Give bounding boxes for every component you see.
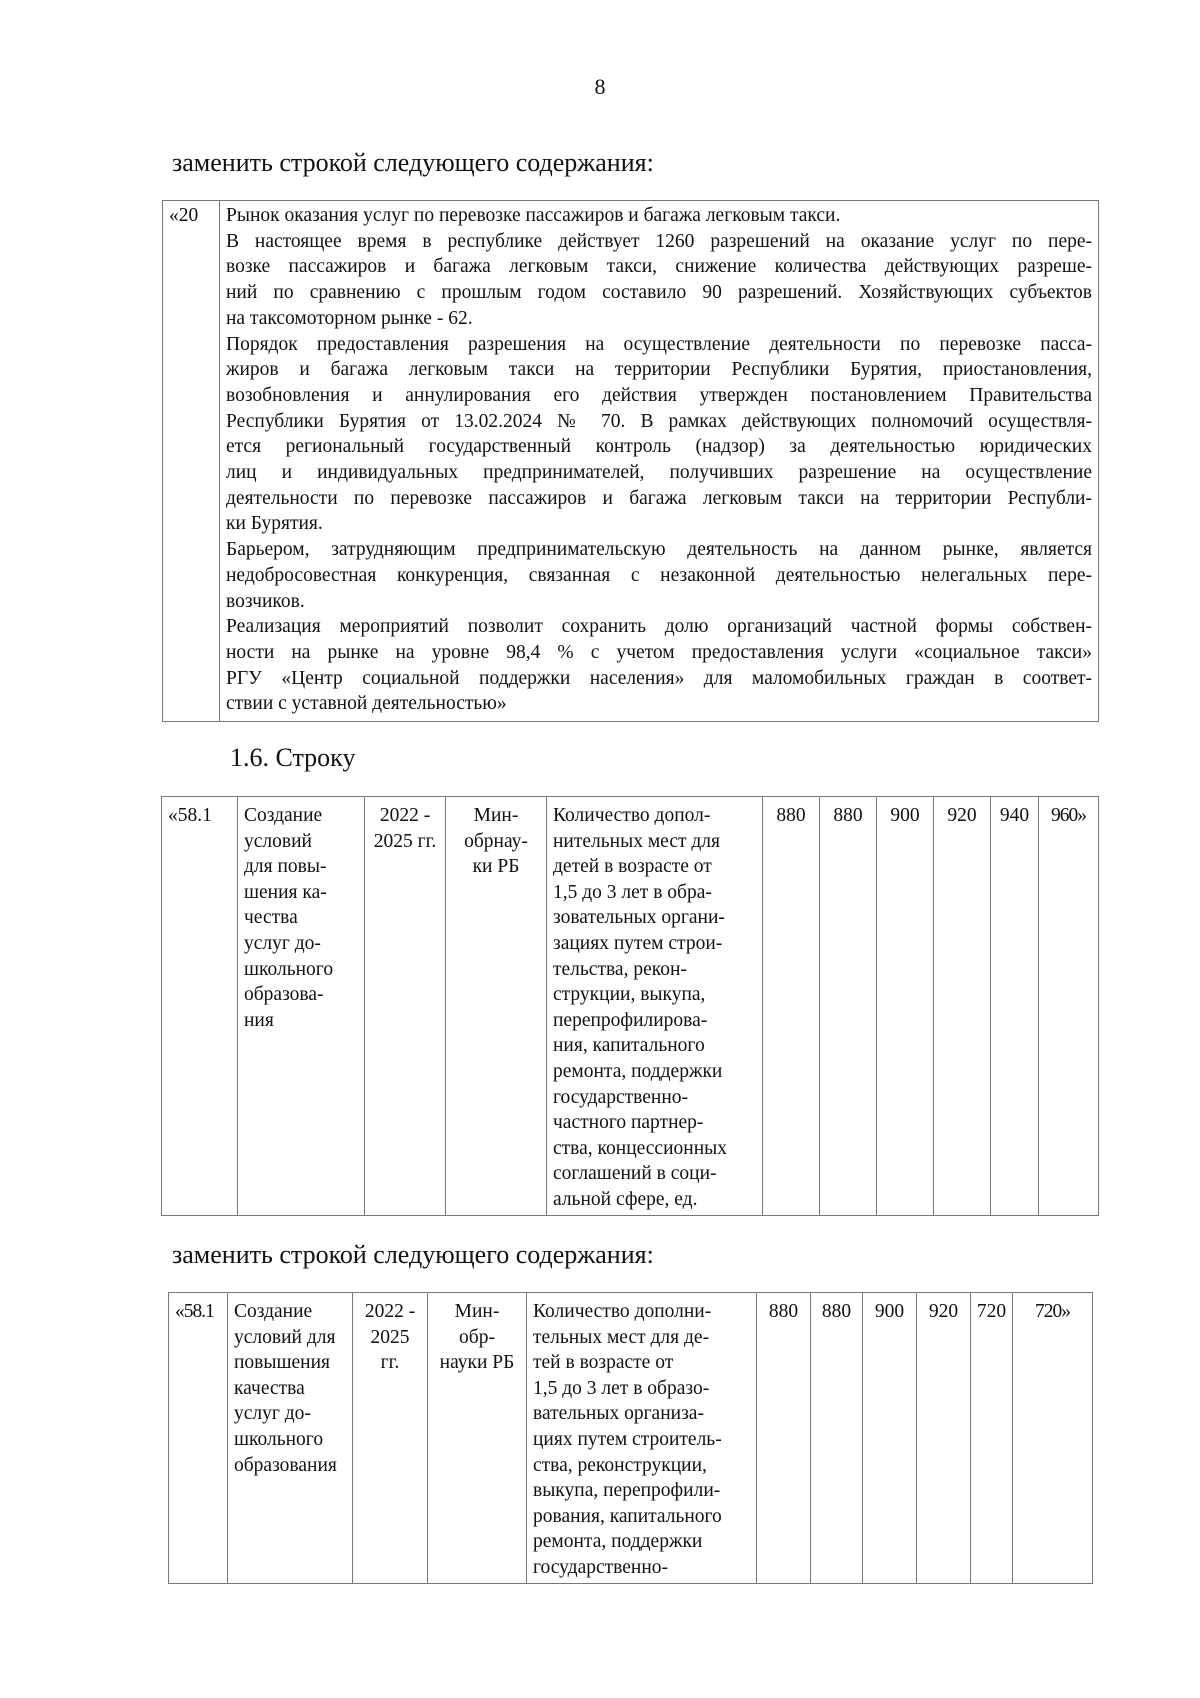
replace-heading-2: заменить строкой следующего содержания: (172, 1240, 654, 1269)
period-cell (365, 797, 446, 1216)
text-line: 1,5 до 3 лет в обра- (553, 881, 712, 903)
text-line: школьного (234, 1428, 324, 1450)
indicator-cell (527, 1293, 757, 1584)
text-line: тельных мест для де- (533, 1326, 710, 1348)
page-number: 8 (594, 74, 606, 99)
text-line: альной сфере, ед. (553, 1188, 698, 1210)
replacement-row-table-20 (162, 200, 1099, 722)
value-cell-2020: 880 (763, 797, 820, 1216)
text-line: лиц и индивидуальных предпринимателей, получивших разрешение на осуществление (226, 462, 1092, 484)
text-line: выкупа, перепрофили- (533, 1480, 721, 1502)
old-row-table-58-1 (161, 796, 1099, 1216)
text-line: перепрофилирова- (553, 1009, 708, 1031)
text-line: обр- (459, 1326, 495, 1348)
text-line: Республики Бурятия от 13.02.2024 № 70. В рамках действующих полномочий осуществля- (226, 410, 1092, 432)
text-line: школьного (244, 958, 334, 980)
text-line: повышения (234, 1352, 331, 1374)
section-title: 1.6. Строку (230, 743, 356, 772)
text-line: Создание (234, 1301, 313, 1322)
text-line: возобновления и аннулирования его действия утвержден постановлением Правительства (226, 384, 1092, 406)
value-cell-2025: 720» (1013, 1293, 1093, 1584)
text-line: ства, реконструкции, (533, 1454, 707, 1476)
table-row (162, 797, 1099, 1216)
text-line: услуг до- (244, 932, 321, 954)
text-line: недобросовестная конкуренция, связанная с незаконной деятельностью нелегальных пере- (226, 564, 1092, 586)
text-line: шения ка- (244, 881, 327, 903)
text-line: образования (234, 1454, 337, 1476)
text-line: государственно- (533, 1556, 669, 1578)
table-row (169, 1293, 1093, 1584)
text-line: Рынок оказания услуг по перевозке пассажиров и багажа легковым такси. (226, 205, 841, 226)
text-line: рования, капитального (533, 1505, 722, 1527)
text-line: тей в возрасте от (533, 1352, 674, 1374)
text-line: 2022 - (379, 805, 431, 826)
text-line: ремонта, поддержки (553, 1060, 723, 1082)
period-cell (353, 1293, 428, 1584)
text-line: жиров и багажа легковым такси на территории Республики Бурятия, приостановления, (226, 359, 1092, 381)
value-cell-2021: 880 (811, 1293, 863, 1584)
text-line: Количество допол- (553, 805, 711, 826)
text-line: ется региональный государственный контроль (надзор) за деятельностью юридических (226, 436, 1092, 458)
value-cell-2023: 920 (917, 1293, 971, 1584)
market-description-cell (220, 201, 1099, 722)
text-line: зовательных органи- (553, 907, 725, 929)
text-line: ремонта, поддержки (533, 1531, 703, 1553)
text-line: циях путем строитель- (533, 1428, 722, 1450)
text-line: частного партнер- (553, 1112, 704, 1134)
text-line: 1,5 до 3 лет в образо- (533, 1377, 710, 1399)
value-cell-2024: 720 (971, 1293, 1013, 1584)
text-line: Порядок предоставления разрешения на осуществление деятельности по перевозке пасса- (226, 333, 1092, 355)
value-cell-2023: 920 (934, 797, 991, 1216)
value-cell-2020: 880 (757, 1293, 811, 1584)
indicator-cell (547, 797, 763, 1216)
text-line: на таксомоторном рынке - 62. (226, 307, 473, 329)
text-line: В настоящее время в республике действует 1260 разрешений на оказание услуг по пере- (226, 230, 1092, 252)
text-line: ства, концессионных (553, 1137, 727, 1159)
row-number-cell: «58.1 (162, 797, 238, 1216)
text-line: ки РБ (472, 856, 520, 878)
row-number-cell: «58.1 (169, 1293, 228, 1584)
text-line: ний по сравнению с прошлым годом составило 90 разрешений. Хозяйствующих субъектов (226, 282, 1092, 304)
text-line: возке пассажиров и багажа легковым такси, снижение количества действующих разреше- (226, 256, 1092, 278)
text-line: струкции, выкупа, (553, 984, 706, 1006)
measure-name-cell (238, 797, 365, 1216)
text-line: Барьером, затрудняющим предпринимательскую деятельность на данном рынке, является (226, 539, 1092, 561)
text-line: науки РБ (439, 1352, 515, 1374)
text-line: ности на рынке на уровне 98,4 % с учетом предоставления услуги «социальное такси» (226, 641, 1092, 663)
text-line: соглашений в соци- (553, 1163, 717, 1185)
text-line: вательных организа- (533, 1403, 704, 1425)
text-line: качества (234, 1377, 305, 1399)
responsible-org-cell (446, 797, 547, 1216)
text-line: ния, капитального (553, 1035, 705, 1057)
text-line: Реализация мероприятий позволит сохранить долю организаций частной формы собствен- (226, 616, 1092, 638)
text-line: Создание (244, 805, 323, 826)
new-row-table-58-1 (168, 1292, 1093, 1584)
text-line: ния (244, 1009, 274, 1031)
value-cell-2022: 900 (863, 1293, 917, 1584)
text-line: Мин- (454, 1301, 500, 1322)
responsible-org-cell (428, 1293, 527, 1584)
text-line: ствии с уставной деятельностью» (226, 693, 507, 715)
text-line: деятельности по перевозке пассажиров и багажа легковым такси на территории Республи- (226, 487, 1092, 509)
text-line: РГУ «Центр социальной поддержки населения» для маломобильных граждан в соответ- (226, 667, 1092, 689)
text-line: чества (244, 907, 298, 929)
replace-heading-1: заменить строкой следующего содержания: (172, 148, 654, 177)
text-line: нительных мест для (553, 830, 720, 852)
text-line: Количество дополни- (533, 1301, 712, 1322)
text-line: образова- (244, 984, 324, 1006)
value-cell-2022: 900 (877, 797, 934, 1216)
text-line: условий для (234, 1326, 336, 1348)
text-line: 2022 - (364, 1301, 416, 1322)
text-line: детей в возрасте от (553, 856, 712, 878)
text-line: государственно- (553, 1086, 689, 1108)
measure-name-cell (228, 1293, 353, 1584)
text-line: тельства, рекон- (553, 958, 687, 980)
text-line: возчиков. (226, 590, 305, 612)
table-row (163, 201, 1099, 722)
text-line: 2025 гг. (373, 830, 437, 852)
value-cell-2024: 940 (991, 797, 1039, 1216)
text-line: ки Бурятия. (226, 513, 323, 535)
text-line: услуг до- (234, 1403, 311, 1425)
value-cell-2025: 960» (1039, 797, 1099, 1216)
text-line: Мин- (473, 805, 519, 826)
text-line: зациях путем строи- (553, 932, 723, 954)
value-cell-2021: 880 (820, 797, 877, 1216)
text-line: условий (244, 830, 312, 852)
text-line: обрнау- (464, 830, 528, 852)
text-line: для повы- (244, 856, 327, 878)
row-number-cell: «20 (163, 201, 220, 722)
text-line: 2025 гг. (370, 1326, 410, 1374)
